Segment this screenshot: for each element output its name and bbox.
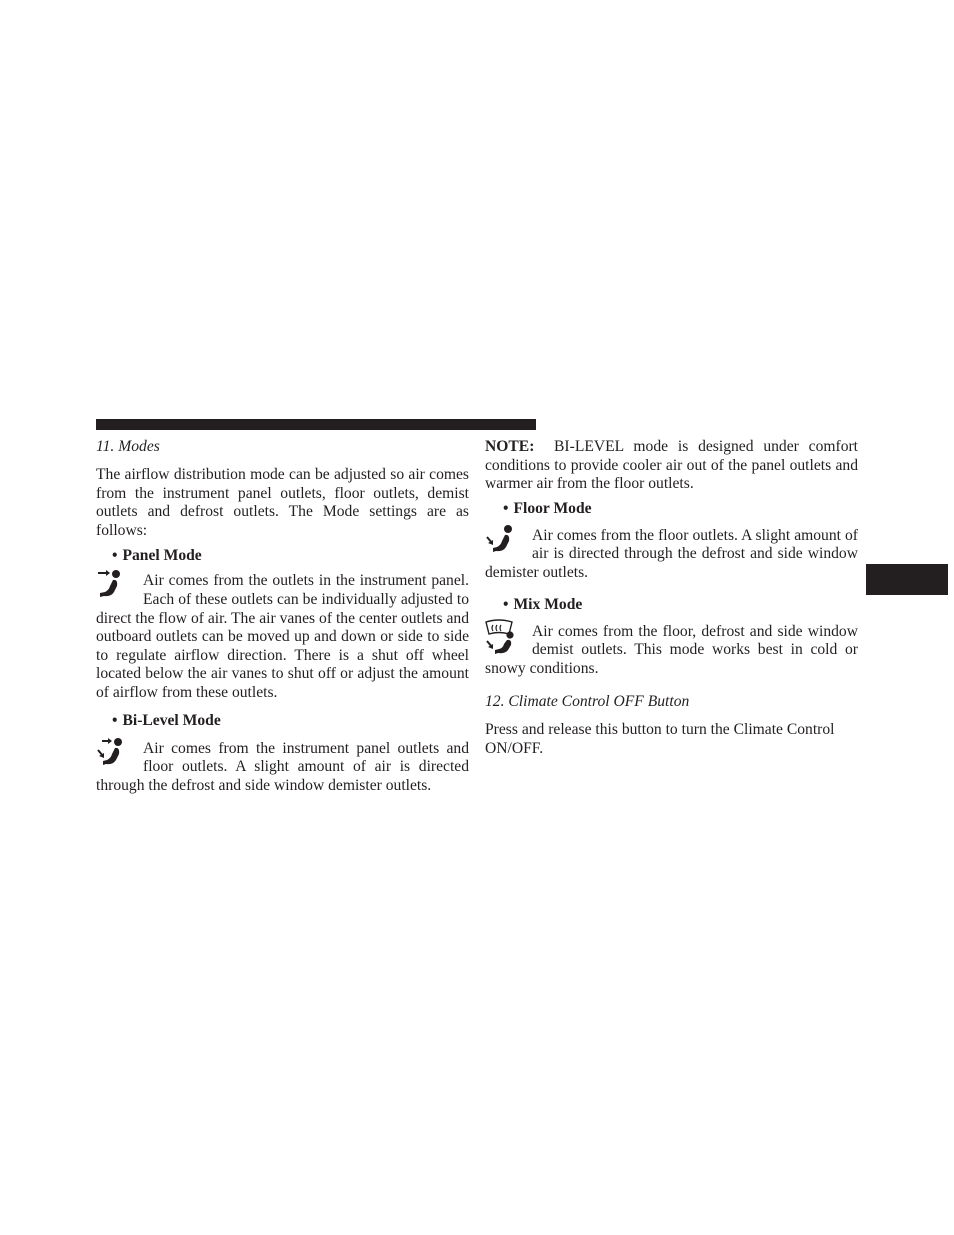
mix-mode-title: Mix Mode [513,595,583,613]
section-top-rule [96,419,536,430]
bi-level-note [485,438,858,494]
bullet-dot: • [112,711,118,729]
panel-mode-description: Air comes from the outlets in the instrument panel. Each of these outlets can be individually adjusted to direct the flow of air. The air vanes of the center outlets and outboard outlets can be moved up and down or side to side to regulate airflow direction. There is a shut off wheel located below the air vanes to shut off or adjust the amount of airflow from these outlets. [96,572,469,702]
bullet-dot: • [503,499,509,517]
bi-level-mode-label [96,712,469,731]
floor-mode-label [485,500,858,519]
bi-level-mode-title: Bi-Level Mode [122,711,221,729]
bi-level-mode-icon [96,736,128,772]
climate-off-heading: 12. Climate Control OFF Button [485,693,690,711]
bullet-dot: • [503,595,509,613]
right-column [485,438,858,766]
chapter-thumb-tab [866,564,948,595]
mix-mode-label [485,596,858,615]
bullet-dot: • [112,547,118,565]
modes-heading: 11. Modes [96,438,160,455]
mix-mode-description: Air comes from the floor, defrost and side window demist outlets. This mode works best in cold or snowy conditions. [485,623,858,679]
panel-mode-title: Panel Mode [122,547,202,565]
panel-mode-label [96,547,469,566]
floor-mode-description: Air comes from the floor outlets. A slight amount of air is directed through the defrost and side window demister outlets. [485,527,858,583]
left-column [96,438,469,802]
note-text: BI-LEVEL mode is designed under comfort conditions to provide cooler air out of the panel outlets and warmer air from the floor outlets. [485,438,859,493]
floor-mode-icon [485,523,517,559]
bi-level-mode-description: Air comes from the instrument panel outlets and floor outlets. A slight amount of air is directed through the defrost and side window demister outlets. [96,740,469,796]
note-label: NOTE: [485,438,535,455]
panel-mode-icon [96,568,128,604]
climate-off-description: Press and release this button to turn the Climate Control ON/OFF. [485,721,835,757]
floor-mode-title: Floor Mode [513,499,592,517]
mix-mode-icon [485,619,517,655]
modes-intro: The airflow distribution mode can be adjusted so air comes from the instrument panel outlets, floor outlets, demist outlets and defrost outlets. The Mode settings are as follows: [96,466,469,539]
